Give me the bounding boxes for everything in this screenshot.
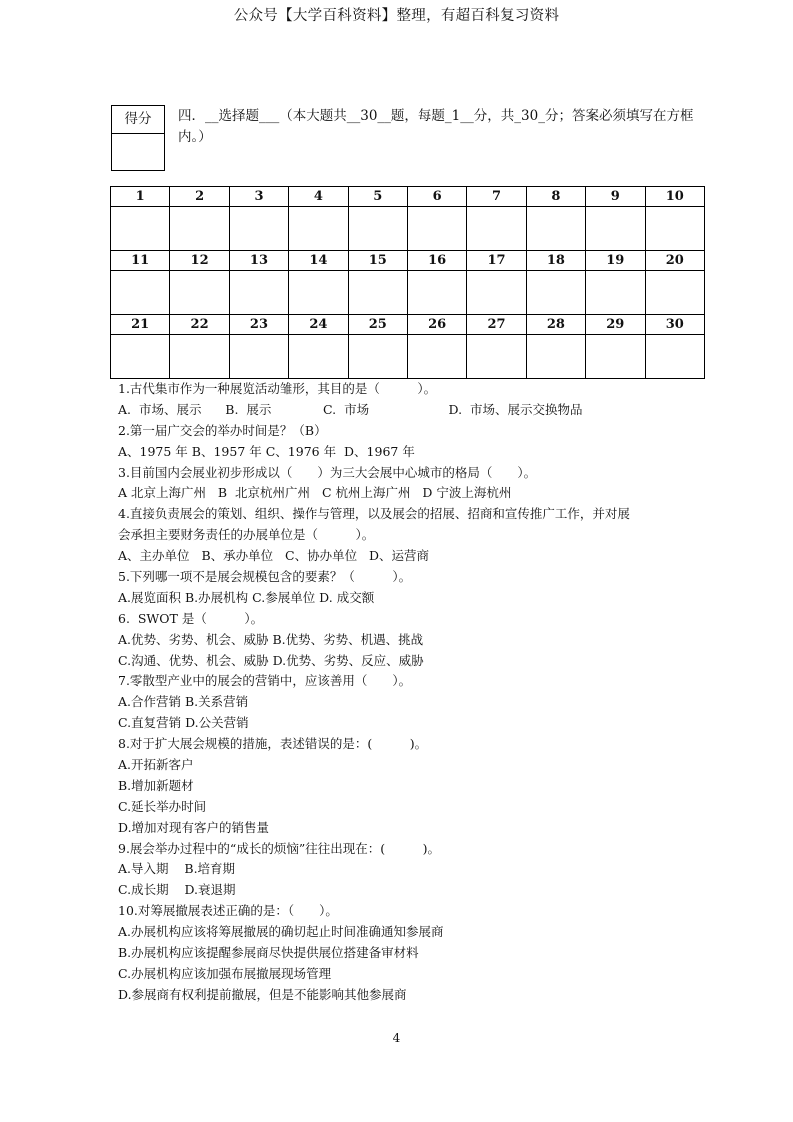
answer-cell: [229, 271, 288, 315]
question-line: A.优势、劣势、机会、威胁 B.优势、劣势、机遇、挑战: [118, 631, 424, 647]
question-number-cell: 12: [170, 251, 229, 271]
answer-grid: [110, 186, 705, 379]
answer-cell: [229, 207, 288, 251]
answer-cell: [348, 271, 407, 315]
question-line: A.办展机构应该将筹展撤展的确切起止时间准确通知参展商: [118, 924, 444, 940]
question-line: 3.目前国内会展业初步形成以（ ）为三大会展中心城市的格局（ ）。: [118, 464, 537, 480]
question-number-cell: 30: [645, 315, 704, 335]
answer-cell: [645, 271, 704, 315]
question-line: A. 市场、展示 B. 展示 C. 市场 D. 市场、展示交换物品: [118, 401, 583, 417]
question-number-cell: 26: [407, 315, 466, 335]
answer-cell: [645, 207, 704, 251]
answer-cell: [526, 335, 585, 379]
question-number-cell: 14: [289, 251, 348, 271]
question-line: A、1975 年 B、1957 年 C、1976 年 D、1967 年: [118, 443, 415, 459]
question-number-cell: 23: [229, 315, 288, 335]
question-line: 1.古代集市作为一种展览活动雏形，其目的是（ ）。: [118, 381, 437, 396]
question-line: 9.展会举办过程中的“成长的烦恼”往往出现在：( )。: [118, 840, 440, 856]
answer-number-row: [111, 251, 705, 271]
question-line: A.合作营销 B.关系营销: [118, 694, 249, 710]
question-number-cell: 13: [229, 251, 288, 271]
answer-cell: [170, 271, 229, 315]
question-number-cell: 24: [289, 315, 348, 335]
answer-cell: [586, 335, 645, 379]
question-line: 5.下列哪一项不是展会规模包含的要素？（ ）。: [118, 569, 412, 585]
answer-blank-row: [111, 271, 705, 315]
question-number-cell: 8: [526, 187, 585, 207]
question-number-cell: 29: [586, 315, 645, 335]
question-number-cell: 5: [348, 187, 407, 207]
answer-cell: [289, 207, 348, 251]
answer-cell: [407, 335, 466, 379]
question-number-cell: 27: [467, 315, 526, 335]
question-line: 4.直接负责展会的策划、组织、操作与管理，以及展会的招展、招商和宣传推广工作，并对展: [118, 506, 630, 522]
answer-cell: [348, 335, 407, 379]
question-list: [118, 379, 708, 1006]
score-label: 得分: [112, 106, 164, 134]
question-number-cell: 11: [111, 251, 170, 271]
question-number-cell: 25: [348, 315, 407, 335]
score-box: [111, 105, 165, 171]
answer-cell: [467, 271, 526, 315]
question-line: C.成长期 D.衰退期: [118, 882, 236, 898]
question-number-cell: 18: [526, 251, 585, 271]
question-line: A.导入期 B.培育期: [118, 861, 236, 877]
question-number-cell: 6: [407, 187, 466, 207]
question-line: 6. SWOT 是（ ）。: [118, 610, 264, 626]
question-number-cell: 21: [111, 315, 170, 335]
answer-cell: [467, 335, 526, 379]
answer-cell: [586, 271, 645, 315]
question-line: C.沟通、优势、机会、威胁 D.优势、劣势、反应、威胁: [118, 652, 424, 668]
question-line: 7.零散型产业中的展会的营销中，应该善用（ ）。: [118, 673, 412, 689]
question-line: 会承担主要财务责任的办展单位是（ ）。: [118, 527, 375, 543]
question-number-cell: 9: [586, 187, 645, 207]
answer-cell: [407, 271, 466, 315]
question-number-cell: 2: [170, 187, 229, 207]
answer-cell: [170, 207, 229, 251]
answer-cell: [348, 207, 407, 251]
answer-cell: [111, 207, 170, 251]
answer-cell: [645, 335, 704, 379]
question-line: A 北京上海广州 B 北京杭州广州 C 杭州上海广州 D 宁波上海杭州: [118, 485, 512, 501]
question-line: D.参展商有权利提前撤展，但是不能影响其他参展商: [118, 986, 407, 1002]
answer-cell: [526, 271, 585, 315]
question-line: A.展览面积 B.办展机构 C.参展单位 D. 成交额: [118, 589, 375, 605]
answer-number-row: [111, 315, 705, 335]
section-heading: 四．__选择题___（本大题共__30__题，每题_1__分，共_30_分；答案必须填写在方框内。）: [178, 108, 694, 145]
question-number-cell: 16: [407, 251, 466, 271]
question-number-cell: 17: [467, 251, 526, 271]
question-line: D.增加对现有客户的销售量: [118, 819, 270, 835]
answer-number-row: [111, 187, 705, 207]
answer-cell: [467, 207, 526, 251]
question-number-cell: 20: [645, 251, 704, 271]
header-banner: 公众号【大学百科资料】整理，有超百科复习资料: [233, 8, 560, 24]
question-line: C.直复营销 D.公关营销: [118, 715, 249, 731]
question-number-cell: 3: [229, 187, 288, 207]
question-line: A、主办单位 B、承办单位 C、协办单位 D、运营商: [118, 548, 430, 564]
question-line: A.开拓新客户: [118, 757, 194, 773]
answer-cell: [170, 335, 229, 379]
answer-blank-row: [111, 207, 705, 251]
answer-cell: [526, 207, 585, 251]
question-line: B.增加新题材: [118, 777, 194, 793]
answer-cell: [586, 207, 645, 251]
answer-cell: [111, 335, 170, 379]
question-line: 10.对筹展撤展表述正确的是：（ ）。: [118, 903, 338, 919]
question-number-cell: 1: [111, 187, 170, 207]
question-number-cell: 22: [170, 315, 229, 335]
answer-cell: [289, 271, 348, 315]
answer-cell: [289, 335, 348, 379]
question-number-cell: 15: [348, 251, 407, 271]
answer-cell: [229, 335, 288, 379]
question-line: 2.第一届广交会的举办时间是？（B）: [118, 422, 327, 438]
question-line: B.办展机构应该提醒参展商尽快提供展位搭建备审材料: [118, 945, 419, 961]
answer-cell: [407, 207, 466, 251]
question-number-cell: 10: [645, 187, 704, 207]
answer-blank-row: [111, 335, 705, 379]
question-number-cell: 28: [526, 315, 585, 335]
question-number-cell: 19: [586, 251, 645, 271]
question-number-cell: 7: [467, 187, 526, 207]
page-number: 4: [392, 1031, 401, 1045]
question-number-cell: 4: [289, 187, 348, 207]
question-line: C.办展机构应该加强布展撤展现场管理: [118, 965, 332, 981]
question-line: 8.对于扩大展会规模的措施，表述错误的是：( )。: [118, 736, 428, 752]
answer-cell: [111, 271, 170, 315]
question-line: C.延长举办时间: [118, 798, 207, 814]
